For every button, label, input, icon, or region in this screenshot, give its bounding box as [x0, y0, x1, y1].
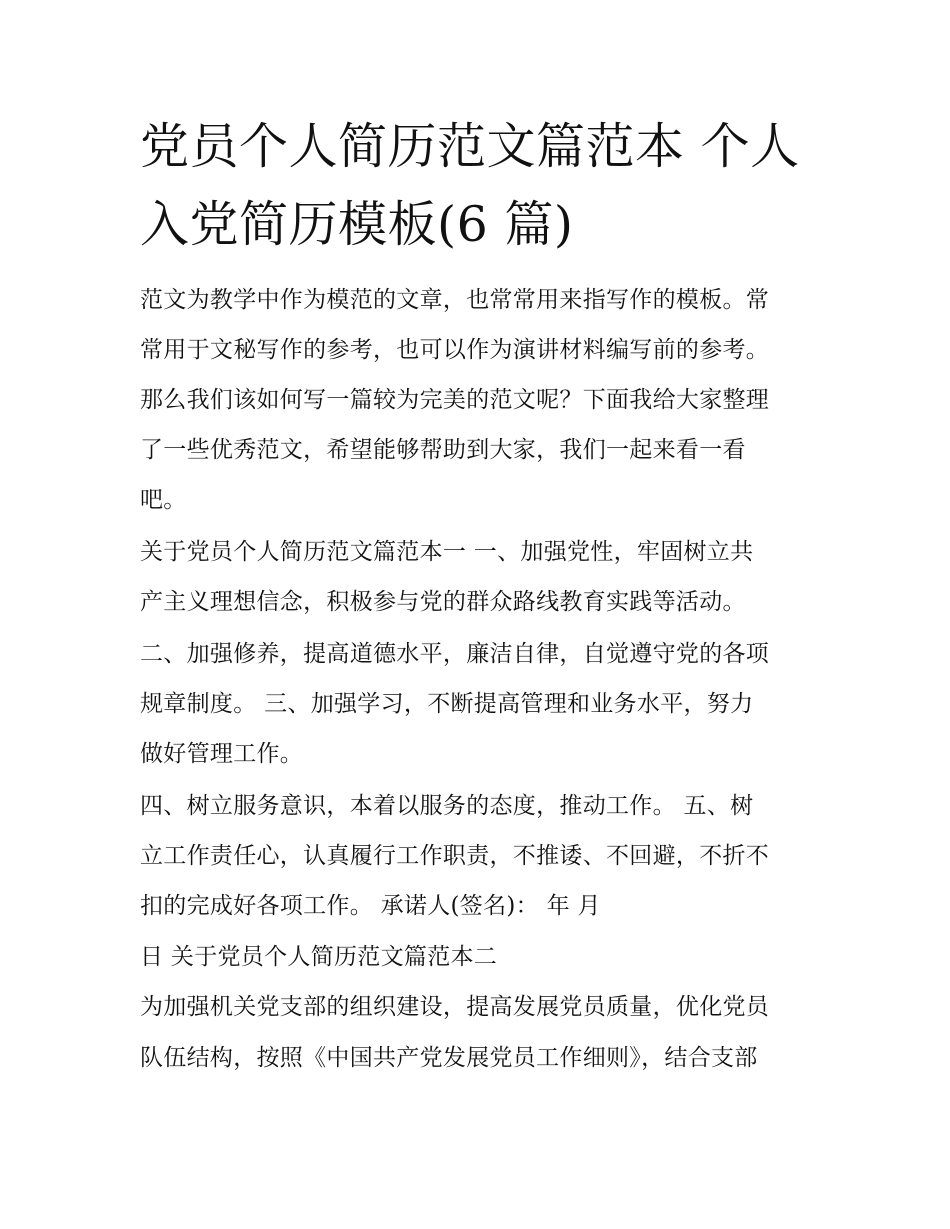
- paragraph-line: 立工作责任心，认真履行工作职责，不推诿、不回避，不折不: [140, 843, 770, 869]
- document-title-line-1: 党员个人简历范文篇范本 个人: [140, 118, 800, 175]
- paragraph-line: 那么我们该如何写一篇较为完美的范文呢？下面我给大家整理: [140, 387, 770, 413]
- paragraph-line: 做好管理工作。: [140, 741, 304, 767]
- paragraph-line: 关于党员个人简历范文篇范本一 一、加强党性，牢固树立共: [140, 539, 754, 565]
- paragraph-line: 规章制度。 三、加强学习，不断提高管理和业务水平，努力: [140, 691, 754, 717]
- paragraph-line: 扣的完成好各项工作。 承诺人(签名)： 年 月: [140, 893, 601, 919]
- paragraph-line: 产主义理想信念，积极参与党的群众路线教育实践等活动。: [140, 589, 746, 615]
- paragraph-line: 四、树立服务意识，本着以服务的态度，推动工作。 五、树: [140, 793, 754, 819]
- paragraph-line: 队伍结构，按照《中国共产党发展党员工作细则》，结合支部: [140, 1045, 758, 1071]
- paragraph-line: 为加强机关党支部的组织建设，提高发展党员质量，优化党员: [140, 994, 770, 1020]
- paragraph-line: 二、加强修养，提高道德水平，廉洁自律，自觉遵守党的各项: [140, 641, 770, 667]
- document-title-line-2: 入党简历模板(6 篇): [140, 196, 574, 253]
- paragraph-line: 日 关于党员个人简历范文篇范本二: [140, 944, 498, 970]
- paragraph-line: 吧。: [140, 487, 187, 513]
- paragraph-line: 了一些优秀范文，希望能够帮助到大家，我们一起来看一看: [140, 437, 746, 463]
- paragraph-line: 范文为教学中作为模范的文章，也常常用来指写作的模板。常: [140, 287, 770, 313]
- paragraph-line: 常用于文秘写作的参考，也可以作为演讲材料编写前的参考。: [140, 337, 770, 363]
